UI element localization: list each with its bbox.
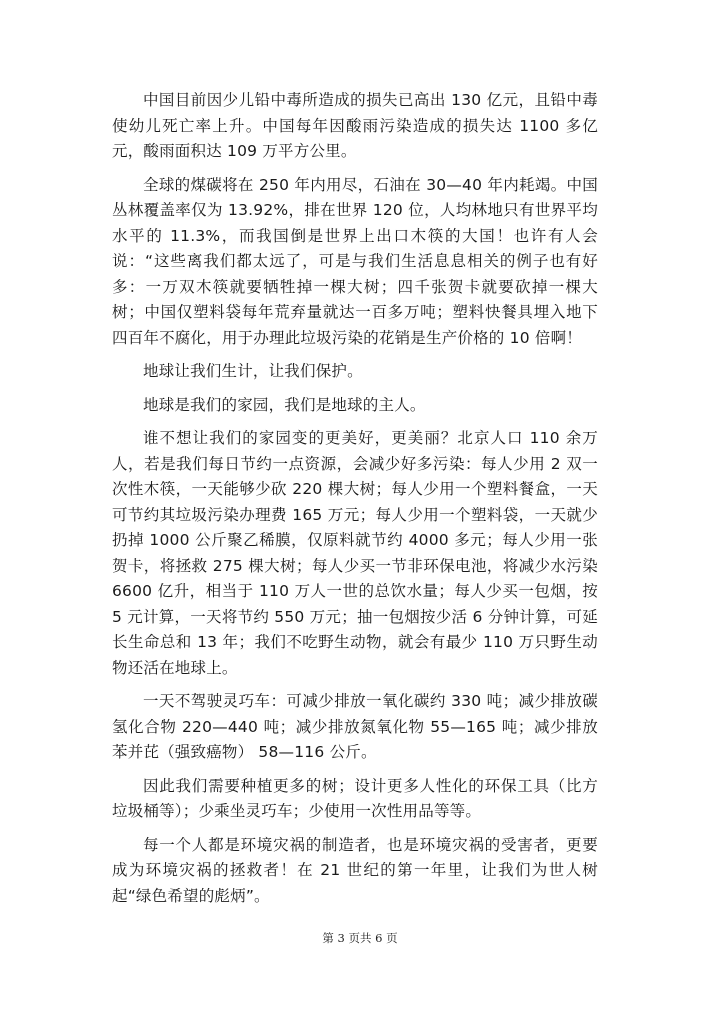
page-number-footer: 第 3 页共 6 页 bbox=[322, 931, 398, 945]
paragraph-green-hope: 每一个人都是环境灾祸的制造者，也是环境灾祸的受害者，更要成为环境灾祸的拯救者！在 21 世纪的第一年里，让我们为世人树起“绿色希望的彪炳”。 bbox=[112, 835, 598, 905]
paragraph-no-driving: 一天不驾驶灵巧车：可减少排放一氧化碳约 330 吨；减少排放碳氢化合物 220—440 吨；减少排放氮氧化物 55—165 吨；减少排放苯并芘（强致癌物） 58—116 公斤。 bbox=[112, 692, 598, 761]
paragraph-beijing-savings: 谁不想让我们的家园变的更美好，更美丽？北京人口 110 余万人，若是我们每日节约一点资源，会减少好多污染：每人少用 2 双一次性木筷，一天能够少砍 220 棵大树；每人少用一个塑料餐盒，一天可节约其垃圾污染办理费 165 万元；每人少用一个塑料袋，一天就少扔掉 1000 公斤聚乙稀膜，仅原料就节约 4000 多元；每人少用一张贺卡，将拯救 275 棵大树；每人少买一节非环保电池，将减少水污染 6600 亿升，相当于 110 万人一世的总饮水量；每人少买一包烟，按 5 元计算，一天将节约 550 万元；抽一包烟按少活 6 分钟计算，可延长生命总和 13 年；我们不吃野生动物，就会有最少 110 万只野生动物还活在地球上。 bbox=[112, 429, 598, 677]
document-body bbox=[112, 88, 598, 917]
paragraph-earth-lets-us-live: 地球让我们生计，让我们保护。 bbox=[143, 362, 363, 380]
paragraph-resources-depletion: 全球的煤碳将在 250 年内用尽，石油在 30—40 年内耗竭。中国丛林覆盖率仅为 13.92%，排在世界 120 位，人均林地只有世界平均水平的 11.3%，而我国倒是世界上出口木筷的大国！也许有人会说：“这些离我们都太远了，可是与我们生活息息相关的例子也有好多：一万双木筷就要牺牲掉一棵大树；四千张贺卡就要砍掉一棵大树；中国仅塑料袋每年荒弃量就达一百多万吨；塑料快餐具埋入地下四百年不腐化，用于办理此垃圾污染的花销是生产价格的 10 倍啊！ bbox=[112, 175, 598, 347]
paragraph-earth-is-our-home: 地球是我们的家园，我们是地球的主人。 bbox=[143, 395, 426, 414]
paragraph-plant-trees: 因此我们需要种植更多的树；设计更多人性化的环保工具（比方垃圾桶等）；少乘坐灵巧车；少使用一次性用品等等。 bbox=[112, 776, 598, 820]
paragraph-lead-poisoning: 中国目前因少儿铅中毒所造成的损失已高出 130 亿元，且铅中毒使幼儿死亡率上升。中国每年因酸雨污染造成的损失达 1100 多亿元，酸雨面积达 109 万平方公里。 bbox=[112, 91, 598, 160]
